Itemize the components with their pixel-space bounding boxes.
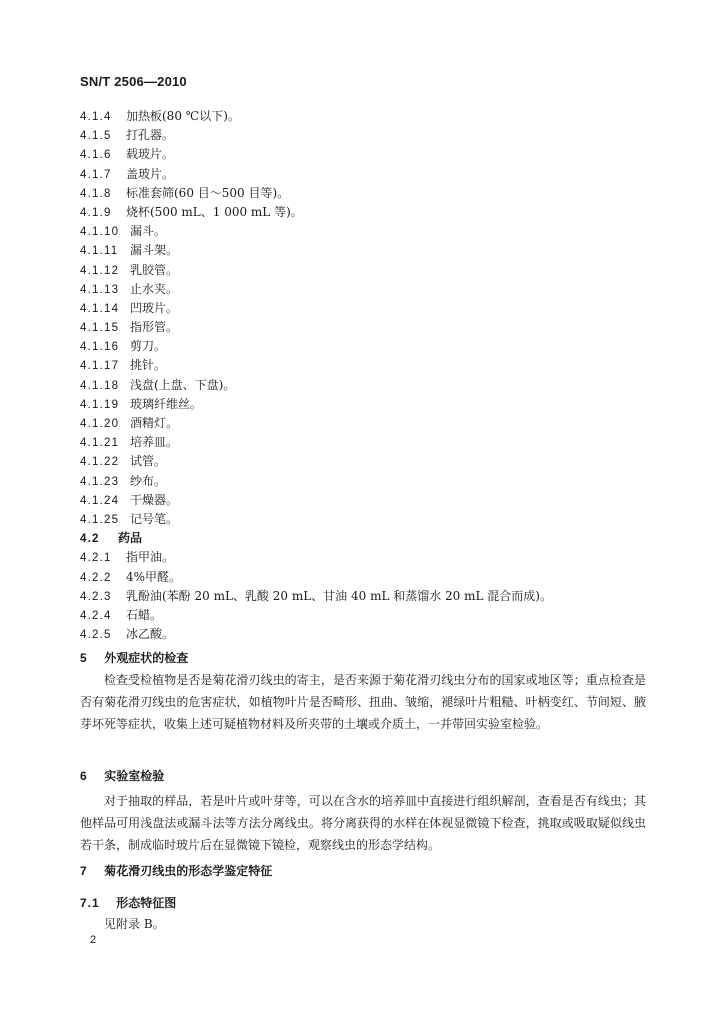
list-item: [80, 587, 660, 606]
section-7-heading: [80, 862, 660, 879]
list-item: [80, 452, 660, 471]
item-number: 4.2.4: [80, 609, 112, 622]
item-text: 4%甲醛。: [126, 569, 182, 584]
item-number: 4.1.11: [80, 245, 119, 258]
section-7-1-body: 见附录 B。: [104, 917, 165, 931]
item-text: 石蜡。: [126, 607, 163, 622]
item-number: 4.1.23: [80, 475, 120, 488]
item-text: 指甲油。: [126, 550, 175, 565]
item-text: 漏斗架。: [130, 243, 179, 258]
item-text: 玻璃纤维丝。: [130, 396, 203, 411]
item-number: 4.1.10: [80, 226, 120, 239]
item-text: 凹玻片。: [130, 300, 179, 315]
list-item: [80, 299, 660, 318]
item-text: 载玻片。: [126, 147, 175, 162]
page-number: 2: [90, 934, 97, 946]
item-number: 4.1.22: [80, 456, 120, 469]
list-item: [80, 356, 660, 375]
item-number: 4.1.8: [80, 187, 112, 200]
list-item: [80, 625, 660, 644]
item-text: 标准套筛(60 目～500 目等)。: [126, 185, 290, 200]
item-text: 记号笔。: [130, 511, 179, 526]
section-6-title: 实验室检验: [104, 769, 165, 783]
section-7-1-number: 7.1: [80, 896, 100, 910]
list-item: [80, 318, 660, 337]
list-item: [80, 241, 660, 260]
item-text: 冰乙酸。: [126, 627, 175, 642]
list-item: [80, 472, 660, 491]
item-number: 4.1.15: [80, 322, 120, 335]
item-number: 4.1.5: [80, 130, 112, 143]
item-number: 4.2.5: [80, 629, 112, 642]
item-number: 4.1.6: [80, 149, 112, 162]
item-text: 剪刀。: [130, 339, 167, 354]
list-item: [80, 606, 660, 625]
section-4-2-heading: [80, 529, 660, 548]
list-item: [80, 433, 660, 452]
item-number: 4.1.7: [80, 168, 112, 181]
list-item: [80, 222, 660, 241]
item-text: 加热板(80 ℃以下)。: [126, 109, 240, 123]
section-7-title: 菊花滑刃线虫的形态学鉴定特征: [104, 864, 273, 878]
list-item: [80, 568, 660, 587]
section-6-heading: [80, 767, 660, 784]
item-number: 4.1.13: [80, 283, 120, 296]
standard-code-header: SN/T 2506—2010: [80, 74, 187, 89]
list-item: [80, 261, 660, 280]
item-number: 4.2.2: [80, 571, 112, 584]
list-item: [80, 414, 660, 433]
item-number: 4.1.14: [80, 302, 120, 315]
section-7-1-heading: [80, 894, 660, 911]
item-text: 浅盘(上盘、下盘)。: [130, 377, 236, 392]
section-4-2-number: 4.2: [80, 533, 100, 546]
item-number: 4.1.4: [80, 111, 112, 123]
item-text: 盖玻片。: [126, 166, 175, 181]
list-item: [80, 126, 660, 145]
item-text: 乳胶管。: [130, 262, 179, 277]
list-item: [80, 203, 660, 222]
item-text: 培养皿。: [130, 435, 179, 450]
list-item: [80, 165, 660, 184]
item-number: 4.1.20: [80, 418, 120, 430]
item-text: 烧杯(500 mL、1 000 mL 等)。: [126, 204, 303, 219]
item-number: 4.1.24: [80, 494, 120, 507]
list-item: [80, 548, 660, 567]
item-text: 试管。: [130, 454, 167, 469]
item-text: 干燥器。: [130, 492, 179, 507]
list-item: [80, 376, 660, 395]
list-item: [80, 145, 660, 164]
section-7-1-title: 形态特征图: [116, 896, 177, 910]
item-number: 4.1.9: [80, 206, 112, 219]
item-number: 4.1.16: [80, 341, 120, 354]
list-item: [80, 184, 660, 203]
section-7-number: 7: [80, 864, 87, 878]
list-item: [80, 107, 660, 126]
section-5-number: 5: [80, 651, 87, 665]
item-number: 4.1.25: [80, 513, 120, 526]
item-number: 4.1.19: [80, 398, 120, 411]
item-text: 酒精灯。: [130, 416, 179, 430]
section-5-heading: [80, 649, 660, 666]
section-6-number: 6: [80, 769, 87, 783]
equipment-list: [80, 107, 660, 644]
section-4-2-title: 药品: [118, 531, 143, 546]
item-number: 4.2.1: [80, 552, 112, 565]
item-number: 4.1.18: [80, 379, 120, 392]
list-item: [80, 491, 660, 510]
list-item: [80, 337, 660, 356]
item-number: 4.2.3: [80, 590, 112, 603]
item-text: 止水夹。: [130, 281, 179, 296]
list-item: [80, 510, 660, 529]
list-item: [80, 280, 660, 299]
item-text: 纱布。: [130, 473, 167, 488]
section-6-body: 对于抽取的样品，若是叶片或叶芽等，可以在含水的培养皿中直接进行组织解剖，查看是否有线虫；其他样品可用浅盘法或漏斗法等方法分离线虫。将分离获得的水样在体视显微镜下检查，挑取或吸取疑似线虫若干条，制成临时玻片后在显微镜下镜检，观察线虫的形态学结构。: [80, 794, 646, 852]
item-number: 4.1.21: [80, 437, 120, 450]
list-item: [80, 395, 660, 414]
item-text: 挑针。: [130, 358, 167, 373]
item-number: 4.1.12: [80, 264, 120, 277]
item-text: 打孔器。: [126, 128, 175, 143]
section-5-title: 外观症状的检查: [104, 651, 189, 665]
item-text: 漏斗。: [130, 224, 167, 239]
item-text: 指形管。: [130, 320, 179, 335]
section-5-body: 检查受检植物是否是菊花滑刃线虫的寄主，是否来源于菊花滑刃线虫分布的国家或地区等；重点检查是否有菊花滑刃线虫的危害症状，如植物叶片是否畸形、扭曲、皱缩，褪绿叶片粗糙、叶柄变红、节间短、腋芽坏死等症状，收集上述可疑植物材料及所夹带的土壤或介质土，一并带回实验室检验。: [80, 673, 646, 731]
item-text: 乳酚油(苯酚 20 mL、乳酸 20 mL、甘油 40 mL 和蒸馏水 20 mL 混合而成)。: [126, 588, 552, 603]
item-number: 4.1.17: [80, 360, 120, 373]
